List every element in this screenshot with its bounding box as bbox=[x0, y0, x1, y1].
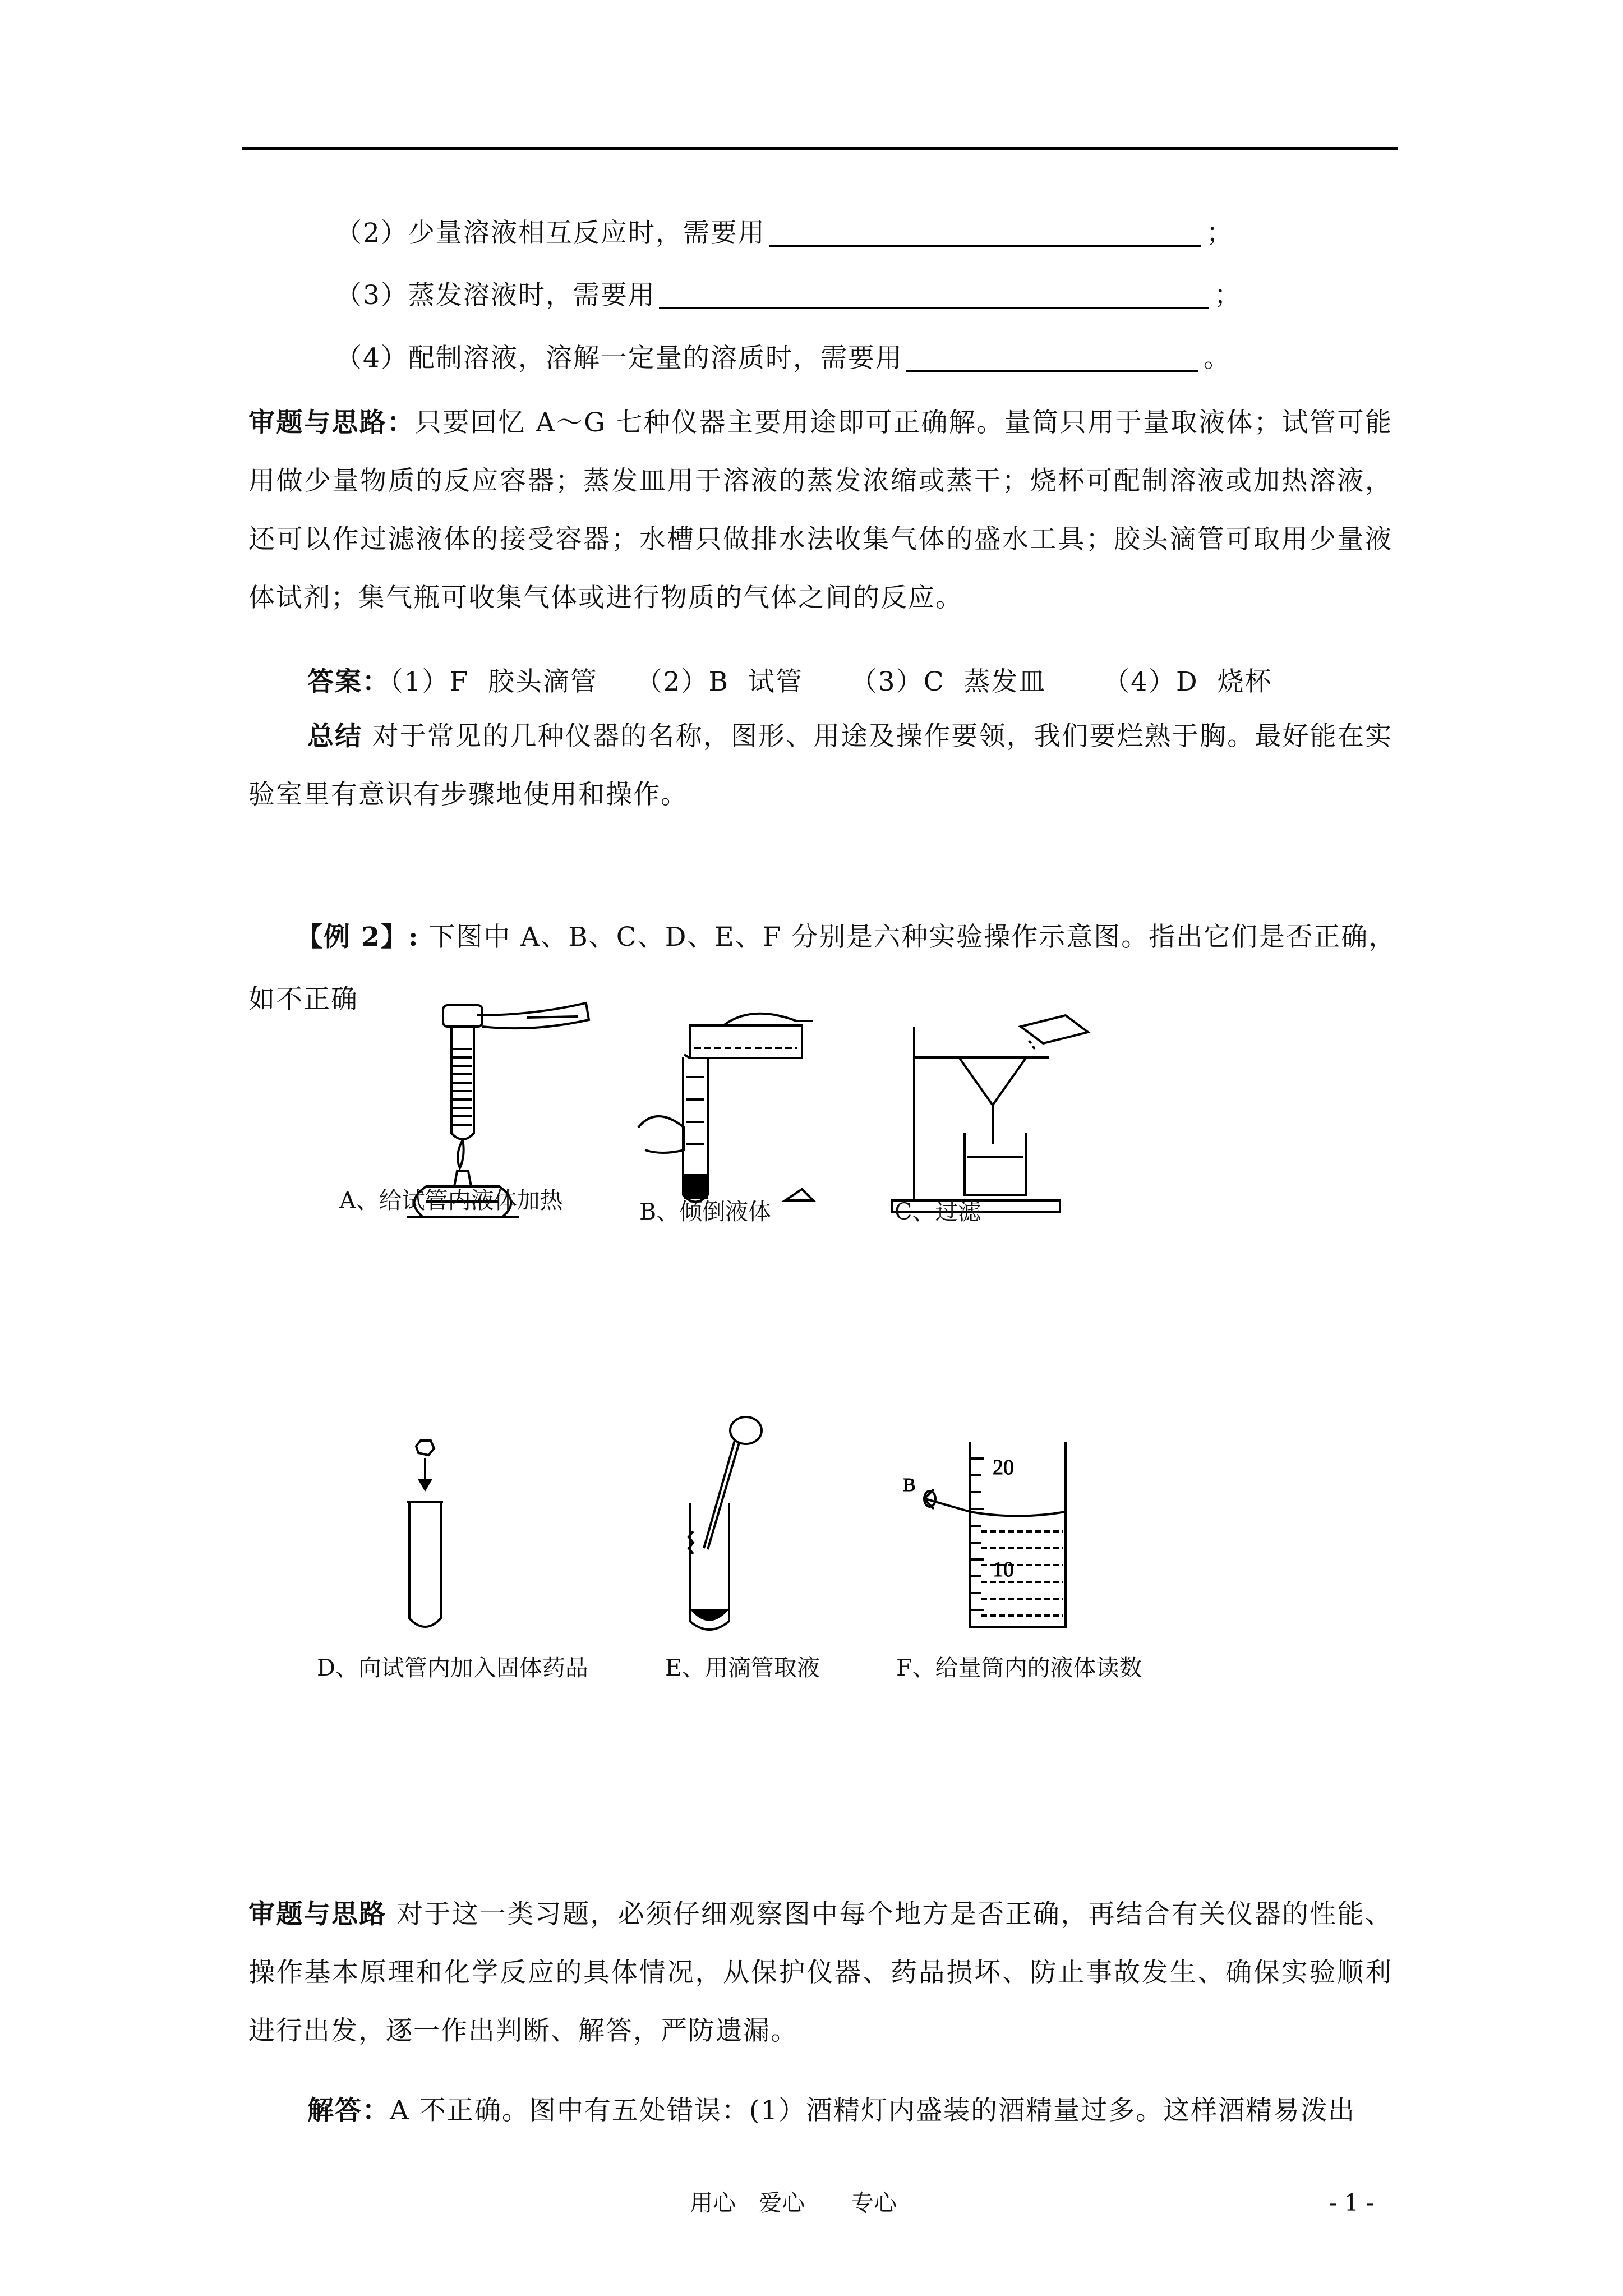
example-2-label: 【例 2】: bbox=[296, 922, 419, 953]
example-2-text: 下图中 A、B、C、D、E、F 分别是六种实验操作示意图。指出它们是否正确， bbox=[419, 922, 1396, 953]
summary-label: 总结 bbox=[307, 721, 363, 752]
analysis-2 bbox=[248, 1885, 1393, 2060]
solution-label: 解答： bbox=[307, 2095, 390, 2126]
analysis-1-label: 审题与思路： bbox=[248, 407, 415, 438]
question-2-text: （2）少量溶液相互反应时，需要用 bbox=[335, 218, 766, 249]
figure-b-pouring-liquid bbox=[634, 1015, 847, 1217]
solution-text: A 不正确。图中有五处错误：(1）酒精灯内盛装的酒精量过多。这样酒精易泼出 bbox=[390, 2095, 1356, 2126]
example-2-heading bbox=[296, 921, 1396, 954]
caption-d: D、向试管内加入固体药品 bbox=[317, 1654, 588, 1681]
answer-1 bbox=[307, 665, 1272, 699]
analysis-1-text: 只要回忆 A～G 七种仪器主要用途即可正确解。量筒只用于量取液体；试管可能用做少量物质的反应容器；蒸发皿用于溶液的蒸发浓缩或蒸干；烧杯可配制溶液或加热溶液，还可以作过滤液体的接受容器；水槽只做排水法收集气体的盛水工具；胶头滴管可取用少量液体试剂；集气瓶可收集气体或进行物质的气体之间的反应。 bbox=[248, 407, 1393, 613]
figure-a-heating-test-tube bbox=[387, 993, 600, 1217]
analysis-2-label: 审题与思路 bbox=[248, 1899, 387, 1930]
caption-b: B、倾倒液体 bbox=[639, 1198, 772, 1225]
question-2-end: ； bbox=[1206, 218, 1234, 249]
example-2-continued: 如不正确 bbox=[248, 984, 358, 1015]
question-4-end: 。 bbox=[1203, 343, 1231, 374]
answer-blank-4[interactable] bbox=[906, 345, 1198, 372]
footer-center: 用心 爱心 专心 bbox=[690, 2189, 897, 2216]
analysis-1 bbox=[248, 394, 1393, 627]
caption-e: E、用滴管取液 bbox=[665, 1654, 820, 1681]
caption-f: F、给量筒内的液体读数 bbox=[896, 1654, 1142, 1681]
header-rule bbox=[242, 147, 1398, 150]
solution bbox=[307, 2094, 1355, 2128]
page-number: - 1 - bbox=[1329, 2189, 1374, 2216]
figure-f-eye-label: B bbox=[903, 1475, 916, 1496]
answer-blank-3[interactable] bbox=[659, 282, 1209, 309]
summary-text: 对于常见的几种仪器的名称，图形、用途及操作要领，我们要烂熟于胸。最好能在实验室里有意识有步骤地使用和操作。 bbox=[248, 721, 1393, 810]
caption-a: A、给试管内液体加热 bbox=[339, 1187, 563, 1214]
answer-1-label: 答案： bbox=[307, 666, 390, 697]
answer-1-text: （1）F 胶头滴管 （2）B 试管 （3）C 蒸发皿 （4）D 烧杯 bbox=[390, 666, 1272, 697]
summary bbox=[248, 707, 1393, 824]
figure-e-dropper bbox=[673, 1414, 774, 1638]
analysis-2-text: 对于这一类习题，必须仔细观察图中每个地方是否正确，再结合有关仪器的性能、操作基本原理和化学反应的具体情况，从保护仪器、药品损坏、防止事故发生、确保实验顺利进行出发，逐一作出判断、解答，严防遗漏。 bbox=[248, 1899, 1393, 2046]
figure-c-filtration bbox=[875, 1010, 1088, 1217]
figure-d-adding-solid bbox=[393, 1436, 460, 1638]
question-3 bbox=[335, 279, 1242, 312]
question-2 bbox=[335, 217, 1234, 250]
question-3-end: ； bbox=[1214, 280, 1242, 311]
figure-f-graduated-cylinder bbox=[903, 1436, 1082, 1638]
caption-c: C、过滤 bbox=[895, 1198, 981, 1225]
answer-blank-2[interactable] bbox=[769, 220, 1201, 247]
figure-f-tick-20: 20 bbox=[993, 1456, 1014, 1479]
question-3-text: （3）蒸发溶液时，需要用 bbox=[335, 280, 656, 311]
figure-f-tick-10: 10 bbox=[993, 1558, 1014, 1581]
question-4-text: （4）配制溶液，溶解一定量的溶质时，需要用 bbox=[335, 343, 903, 374]
question-4 bbox=[335, 342, 1231, 375]
